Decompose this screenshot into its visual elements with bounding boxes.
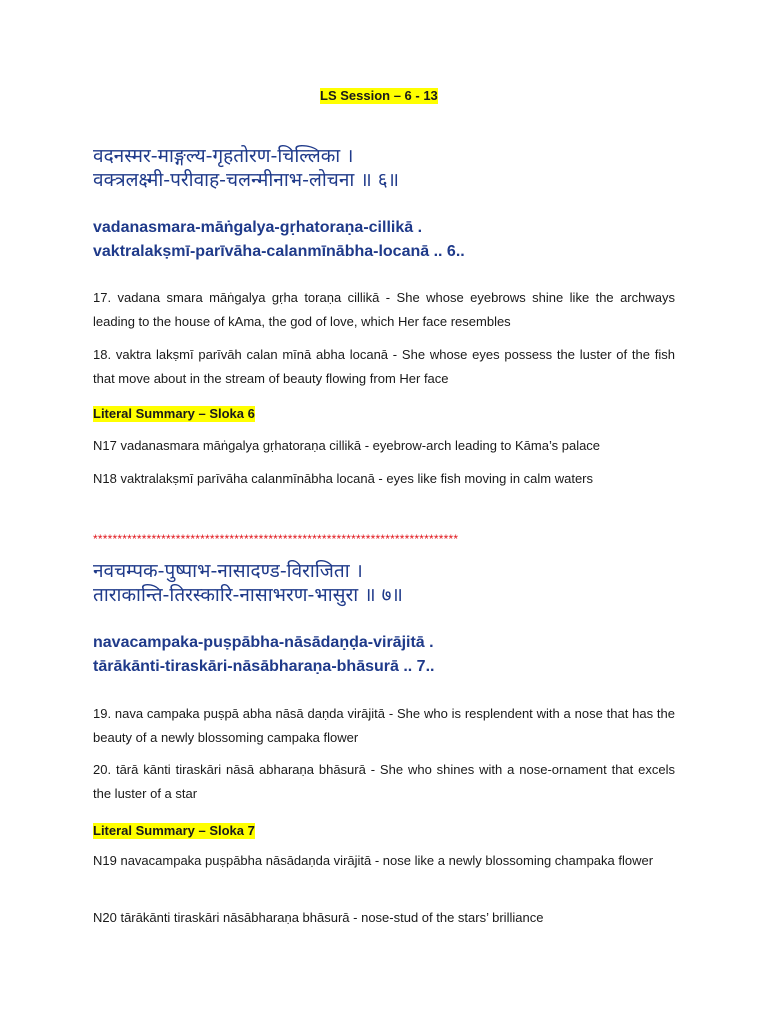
name-17-description: 17. vadana smara māṅgalya gṛha toraṇa cillikā - She whose eyebrows shine like the archways leading to the house of kAma, the god of love, which Her face resembles: [93, 290, 675, 329]
sloka7-translit-line1: navacampaka-puṣpābha-nāsādaṇḍa-virājitā .: [93, 634, 434, 651]
sloka7-devanagari-line1: नवचम्पक-पुष्पाभ-नासादण्ड-विराजिता ।: [93, 560, 363, 582]
sloka6-translit-line2: vaktralakṣmī-parīvāha-calanmīnābha-locanā .. 6..: [93, 243, 465, 260]
sloka7-summary-n20: N20 tārākānti tiraskāri nāsābharaṇa bhāsurā - nose-stud of the stars’ brilliance: [93, 910, 544, 925]
name-20-description: 20. tārā kānti tiraskāri nāsā abharaṇa bhāsurā - She who shines with a nose-ornament that excels the luster of a star: [93, 762, 675, 801]
session-title: LS Session – 6 - 13: [320, 88, 438, 103]
sloka6-devanagari-line1: वदनस्मर-माङ्गल्य-गृहतोरण-चिल्लिका ।: [93, 145, 354, 167]
sloka7-devanagari-line2: ताराकान्ति-तिरस्कारि-नासाभरण-भासुरा ॥ ७॥: [93, 584, 403, 606]
separator-asterisks: ***************************************************************************: [93, 532, 459, 546]
sloka7-summary-n19: N19 navacampaka puṣpābha nāsādaṇda virājitā - nose like a newly blossoming champaka flower: [93, 853, 654, 868]
name-19-description: 19. nava campaka puṣpā abha nāsā daṇda virājitā - She who is resplendent with a nose that has the beauty of a newly blossoming campaka flower: [93, 706, 675, 745]
sloka7-summary-title: Literal Summary – Sloka 7: [93, 823, 255, 838]
name-18-description: 18. vaktra lakṣmī parīvāh calan mīnā abha locanā - She whose eyes possess the luster of the fish that move about in the stream of beauty flowing from Her face: [93, 347, 675, 386]
sloka6-devanagari-line2: वक्त्रलक्ष्मी-परीवाह-चलन्मीनाभ-लोचना ॥ ६॥: [93, 169, 400, 191]
sloka7-translit-line2: tārākānti-tiraskāri-nāsābharaṇa-bhāsurā .. 7..: [93, 658, 435, 675]
sloka6-summary-title: Literal Summary – Sloka 6: [93, 406, 255, 421]
sloka6-summary-n18: N18 vaktralakṣmī parīvāha calanmīnābha locanā - eyes like fish moving in calm waters: [93, 471, 594, 486]
sloka6-translit-line1: vadanasmara-māṅgalya-gṛhatoraṇa-cillikā .: [93, 219, 423, 236]
sloka6-summary-n17: N17 vadanasmara māṅgalya gṛhatoraṇa cillikā - eyebrow-arch leading to Kāma’s palace: [93, 438, 601, 453]
